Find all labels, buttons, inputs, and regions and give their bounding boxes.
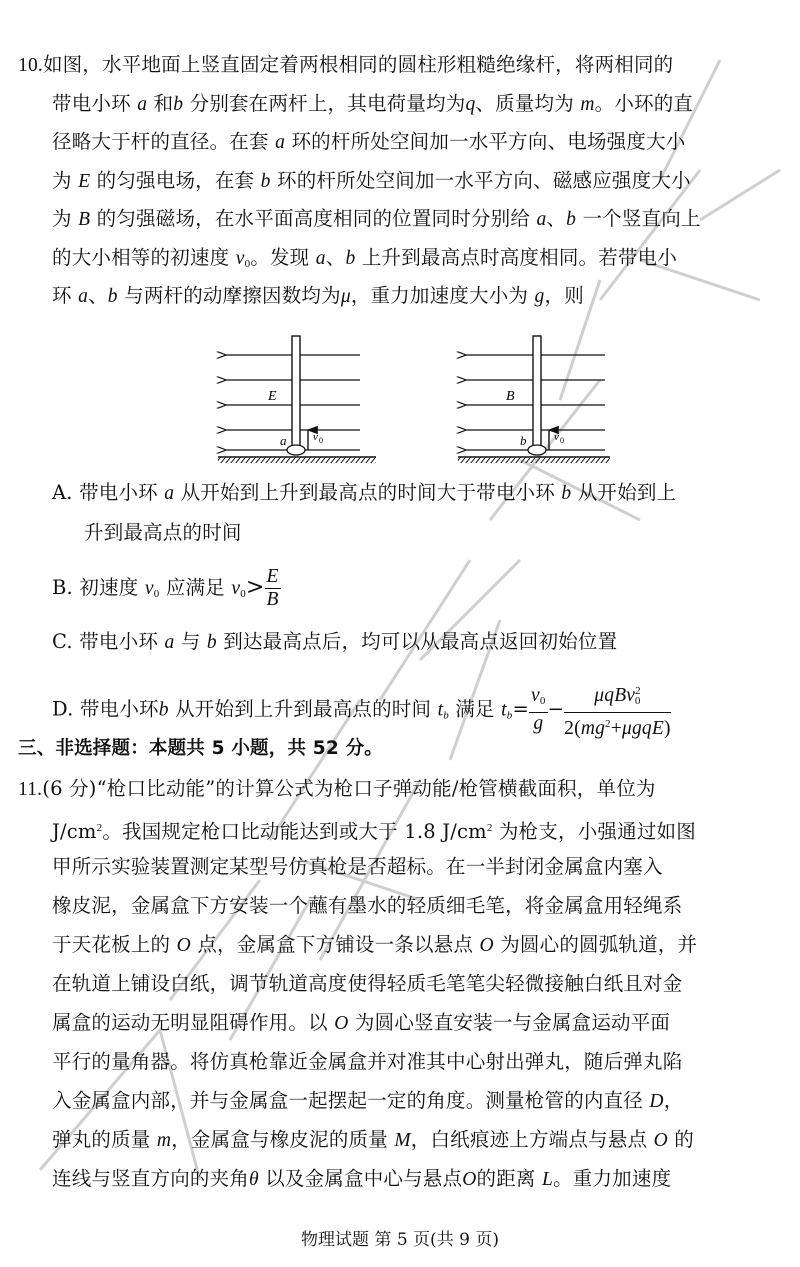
- q10-line-2: 带电小环 a 和b 分别套在两杆上，其电荷量均为q、质量均为 m。小环的直: [52, 92, 694, 115]
- q11-line-3: 甲所示实验装置测定某型号仿真枪是否超标。在一半封闭金属盒内塞入: [52, 855, 663, 878]
- option-a-cont: 升到最高点的时间: [84, 521, 242, 544]
- q10-line-3: 径略大于杆的直径。在套 a 环的杆所处空间加一水平方向、电场强度大小: [52, 130, 686, 153]
- q11-line-7: 属盒的运动无明显阻碍作用。以 O 为圆心竖直安装一与金属盒运动平面: [52, 1011, 671, 1034]
- right-field-label: B: [506, 389, 515, 404]
- q10-line-6: 的大小相等的初速度 $v_0$。发现 a、b 上升到最高点时高度相同。若带电小: [52, 246, 678, 270]
- option-d: D. 带电小环b 从开始到上升到最高点的时间 $t_b$ 满足 $t_b=$ $\frac{v_0}{g}$ − $\frac{\mu qBv^2_0}{2(mg^2+\mu gqE)}$: [52, 680, 671, 740]
- q11-line-9: 入金属盒内部，并与金属盒一起摆起一定的角度。测量枪管的内直径 D，: [52, 1089, 684, 1112]
- svg-text:0: 0: [560, 436, 564, 445]
- option-a: A. 带电小环 a 从开始到上升到最高点的时间大于带电小环 b 从开始到上: [52, 481, 677, 504]
- q10-line-4: 为 E 的匀强电场，在套 b 环的杆所处空间加一水平方向、磁感应强度大小: [52, 169, 691, 192]
- right-ring: [528, 445, 546, 455]
- q10-line-1: 10.如图，水平地面上竖直固定着两根相同的圆柱形粗糙绝缘杆，将两相同的: [18, 53, 674, 76]
- fraction-e-over-b: $\frac{E}{B}$: [266, 566, 279, 610]
- q10-line-5: 为 B 的匀强磁场，在水平面高度相同的位置同时分别给 a、b 一个竖直向上: [52, 207, 701, 230]
- section-3-title: 三、非选择题：本题共 5 小题，共 52 分。: [18, 738, 383, 759]
- right-ring-label: b: [520, 433, 527, 448]
- q10-line-7: 环 a、b 与两杆的动摩擦因数均为μ，重力加速度大小为 g，则: [52, 284, 584, 307]
- q10-figure: [210, 332, 610, 472]
- q11-line-2: $J/cm^2$。我国规定枪口比动能达到或大于 1.8 $J/cm^2$ 为枪支，小强通过如图: [52, 820, 696, 843]
- svg-text:v: v: [554, 431, 559, 443]
- left-field-label: E: [268, 389, 277, 404]
- option-b: B. 初速度 $v_0$ 应满足 $v_0>$ $\frac{E}{B}$: [52, 566, 279, 610]
- q11-line-4: 橡皮泥，金属盒下方安装一个蘸有墨水的轻质细毛笔，将金属盒用轻绳系: [52, 894, 683, 917]
- page-footer: 物理试题 第 5 页(共 9 页): [301, 1230, 499, 1250]
- formula-fraction: $\frac{\mu qBv^2_0}{2(mg^2+\mu gqE)}$: [564, 680, 671, 740]
- right-rod: [533, 336, 541, 454]
- svg-text:0: 0: [319, 436, 323, 445]
- option-c: C. 带电小环 a 与 b 到达最高点后，均可以从最高点返回初始位置: [52, 630, 618, 653]
- left-ring-label: a: [280, 433, 287, 448]
- left-ring: [287, 445, 305, 455]
- q11-line-5: 于天花板上的 O 点，金属盒下方铺设一条以悬点 O 为圆心的圆弧轨道，并: [52, 933, 698, 956]
- q11-line-1: 11.(6 分)“枪口比动能”的计算公式为枪口子弹动能/枪管横截面积，单位为: [18, 777, 656, 800]
- left-rod: [292, 336, 300, 454]
- q11-line-6: 在轨道上铺设白纸，调节轨道高度使得轻质毛笔笔尖轻微接触白纸且对金: [52, 972, 683, 995]
- svg-text:v: v: [313, 431, 318, 443]
- q11-line-11: 连线与竖直方向的夹角θ 以及金属盒中心与悬点O的距离 L。重力加速度: [52, 1167, 672, 1190]
- q11-line-8: 平行的量角器。将仿真枪靠近金属盒并对准其中心射出弹丸，随后弹丸陷: [52, 1050, 683, 1073]
- q11-line-10: 弹丸的质量 m，金属盒与橡皮泥的质量 M，白纸痕迹上方端点与悬点 O 的: [52, 1128, 694, 1151]
